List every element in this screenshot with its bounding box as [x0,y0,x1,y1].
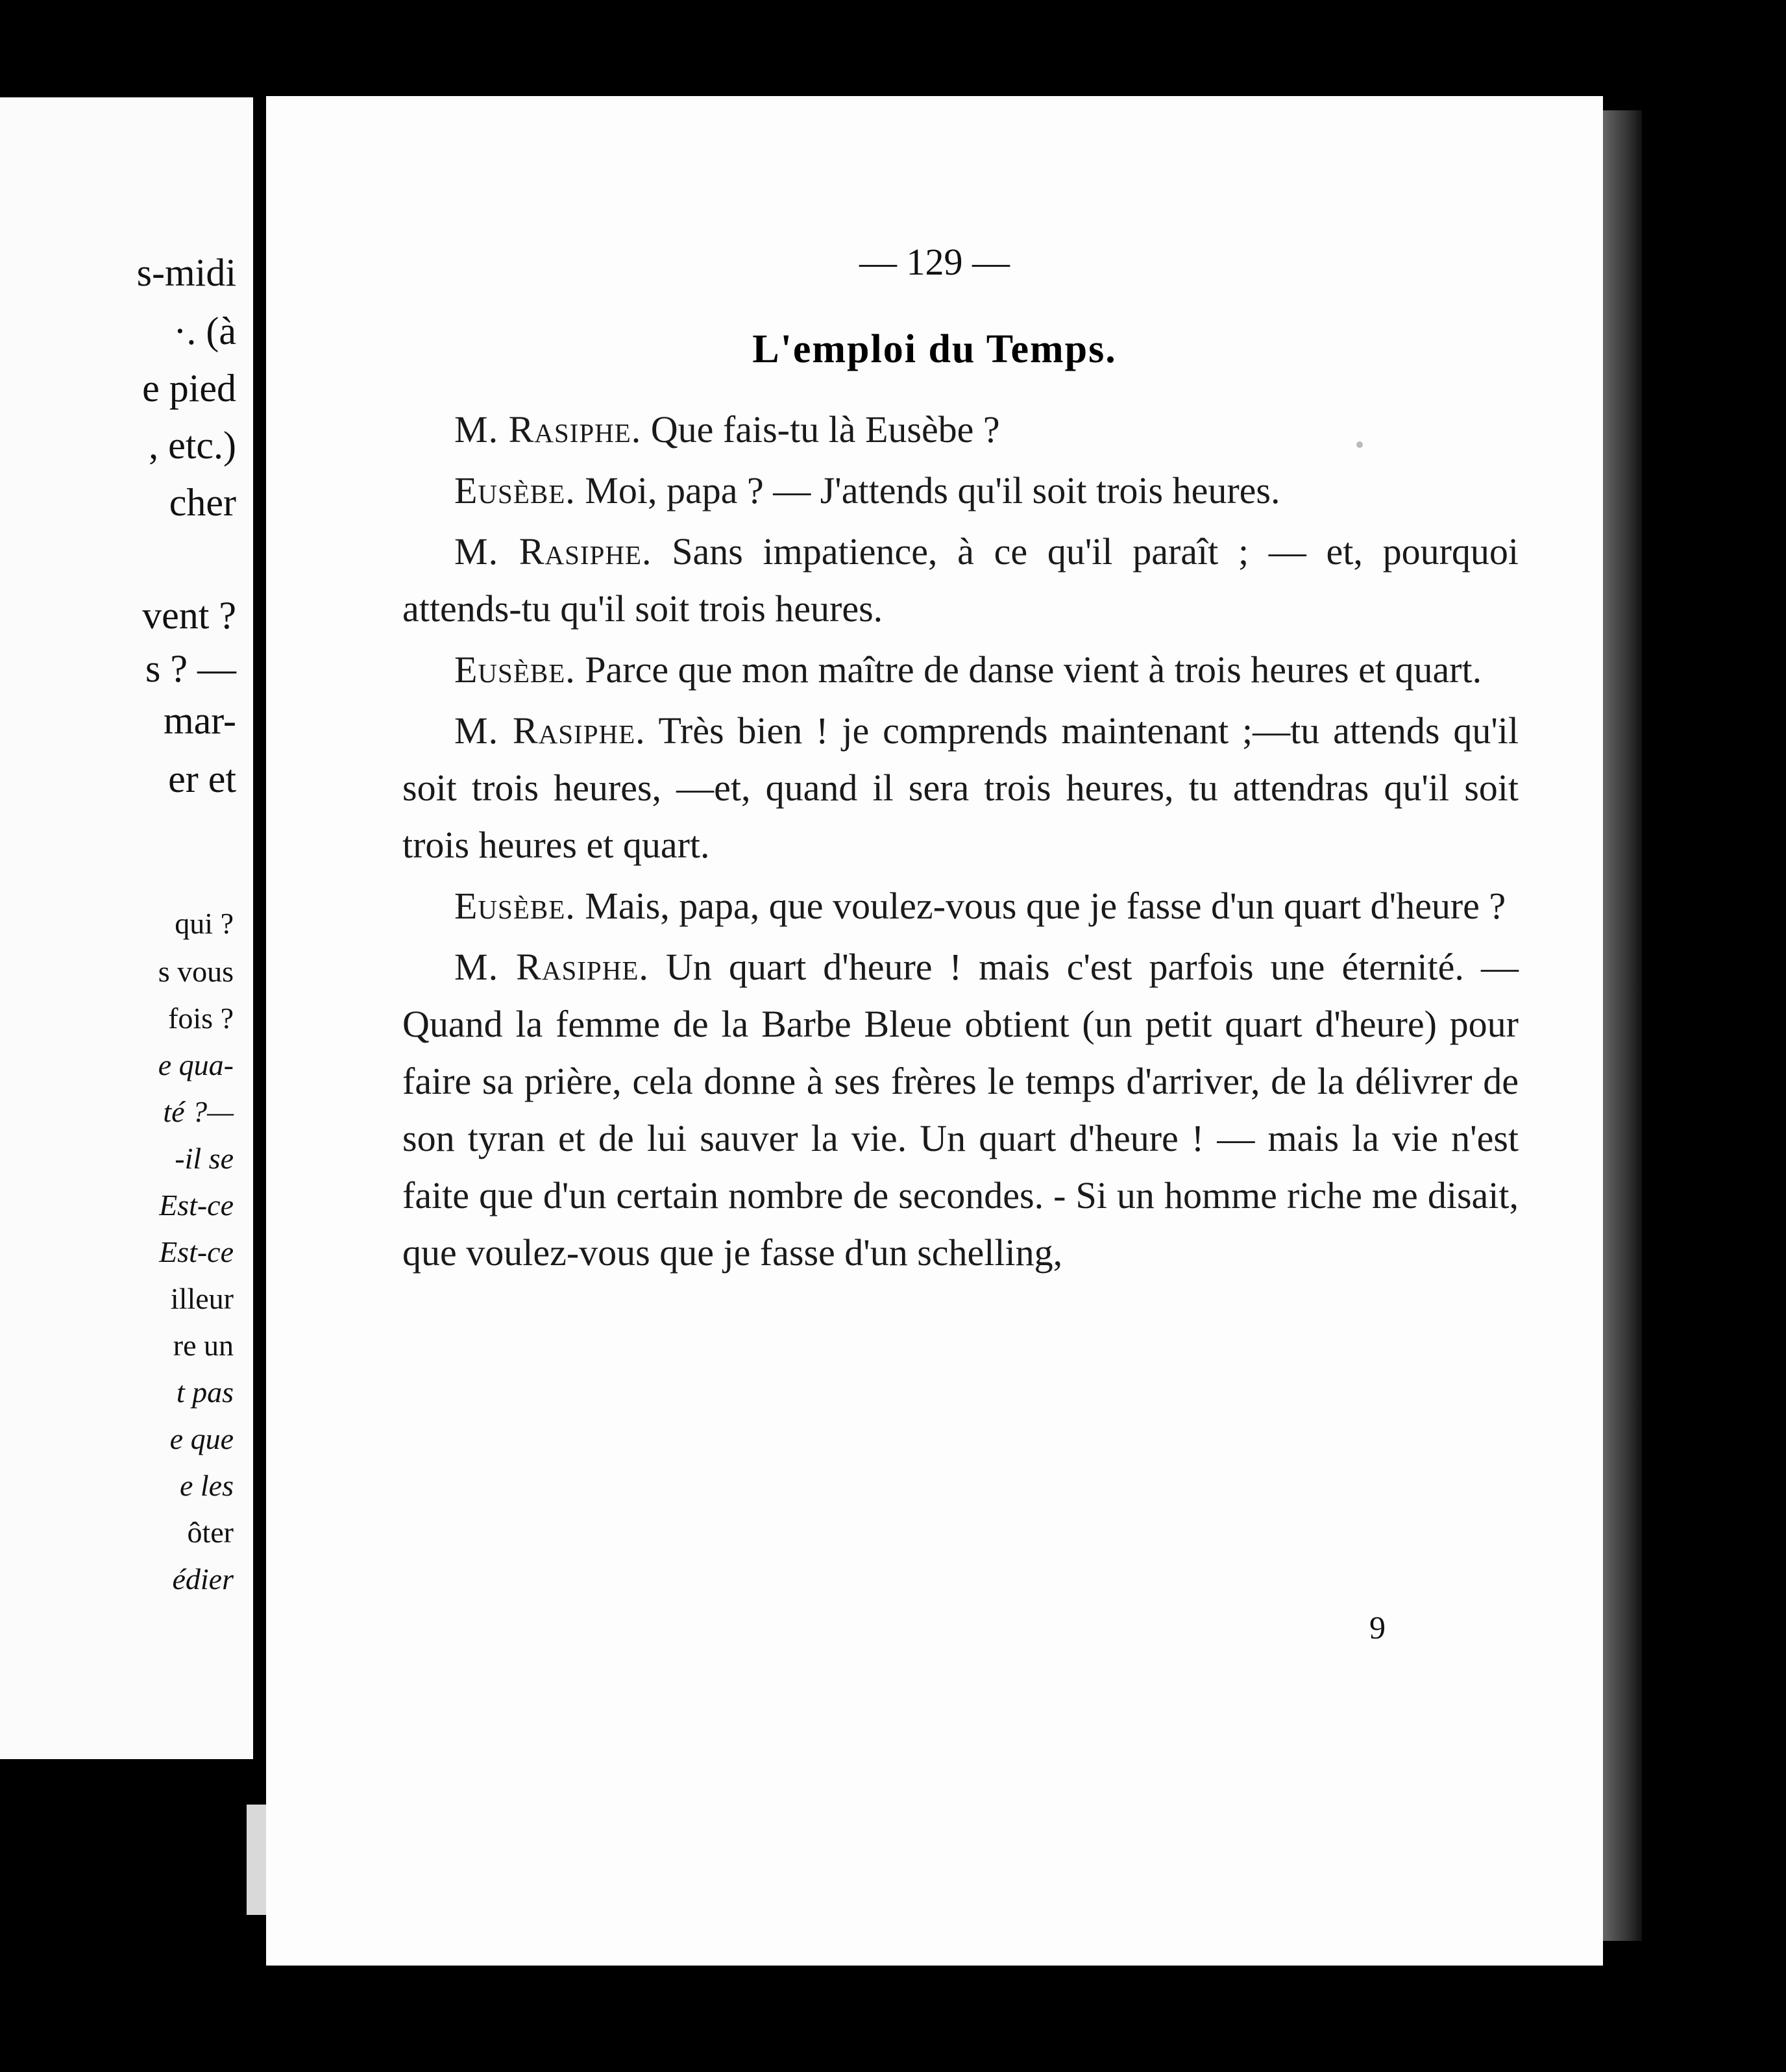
left-page-fragment: , etc.) [149,424,236,467]
dialogue-line: Sans impatience, à ce qu'il paraît ; — et, pourquoi attends-tu qu'il soit trois heures. [402,530,1519,630]
dialogue-paragraph [402,878,1519,935]
speaker-name: M. Rasiphe. [454,408,642,450]
speaker-name: M. Rasiphe. [454,946,649,988]
left-page-fragment: -il se [175,1142,234,1175]
dialogue-line: Moi, papa ? — J'attends qu'il soit trois heures. [585,469,1280,512]
left-page-fragment: cher [169,481,236,524]
left-page-fragment: fois ? [168,1002,234,1035]
speaker-name: M. Rasiphe. [454,709,646,752]
dialogue-line: Très bien ! je comprends maintenant ;—tu attends qu'il soit trois heures, —et, quand il sera trois heures, tu attendras qu'il soit trois heures et quart. [402,709,1519,866]
right-page [266,96,1603,1966]
left-page-fragment: mar- [163,699,236,742]
left-page-fragment: qui ? [175,907,234,940]
left-page-fragment: e qua- [158,1048,234,1081]
left-page-fragment: s ? — [145,647,236,690]
dialogue-paragraph [402,523,1519,637]
left-page [0,97,253,1759]
left-page-fragment: s-midi [136,251,236,294]
left-page-fragment: e que [169,1422,234,1455]
dialogue-line: Que fais-tu là Eusèbe ? [650,408,1000,450]
left-page-fragment: ôter [187,1516,234,1549]
left-page-fragment: illeur [170,1282,234,1315]
left-page-fragment: re un [173,1329,234,1362]
speaker-name: Eusèbe. [454,885,576,927]
left-page-fragment: er et [168,758,236,800]
left-page-fragment: e pied [142,367,236,410]
dialogue-paragraph [402,462,1519,519]
chapter-title: L'emploi du Temps. [752,327,1117,371]
dialogue-line: Mais, papa, que voulez-vous que je fasse d'un quart d'heure ? [585,885,1506,927]
signature-mark: 9 [1369,1609,1386,1646]
dialogue-paragraph [402,702,1519,874]
dialogue-text [402,401,1519,1285]
gutter-edge [247,1805,266,1915]
left-page-fragment: vent ? [142,594,236,637]
left-page-fragment: t pas [176,1375,234,1409]
left-page-fragment: e les [179,1469,234,1502]
dialogue-paragraph [402,641,1519,698]
speaker-name: Eusèbe. [454,469,576,512]
left-page-fragment: Est-ce [159,1235,234,1268]
dialogue-paragraph [402,401,1519,458]
left-page-fragment: té ?— [163,1095,234,1128]
left-page-fragment: s vous [158,955,234,988]
dialogue-line: Parce que mon maître de danse vient à trois heures et quart. [585,648,1482,691]
dust-speck [1356,441,1363,448]
speaker-name: Eusèbe. [454,648,576,691]
speaker-name: M. Rasiphe. [454,530,652,573]
dialogue-paragraph [402,939,1519,1281]
left-page-fragment: édier [172,1562,234,1596]
left-page-fragment: ·. (à [173,310,236,352]
page-number: — 129 — [859,241,1010,283]
left-page-fragment: Est-ce [159,1189,234,1222]
dialogue-line: Un quart d'heure ! mais c'est parfois une éternité. — Quand la femme de la Barbe Bleue obtient (un petit quart d'heure) pour faire sa prière, cela donne à ses frères le temps d'arriver, de la délivrer de son tyran et de lui sauver la vie. Un quart d'heure ! — mais la vie n'est faite que d'un certain nombre de secondes. - Si un homme riche me disait, que voulez-vous que je fasse d'un schelling, [402,946,1519,1274]
left-page-text-fragments [0,97,253,1759]
